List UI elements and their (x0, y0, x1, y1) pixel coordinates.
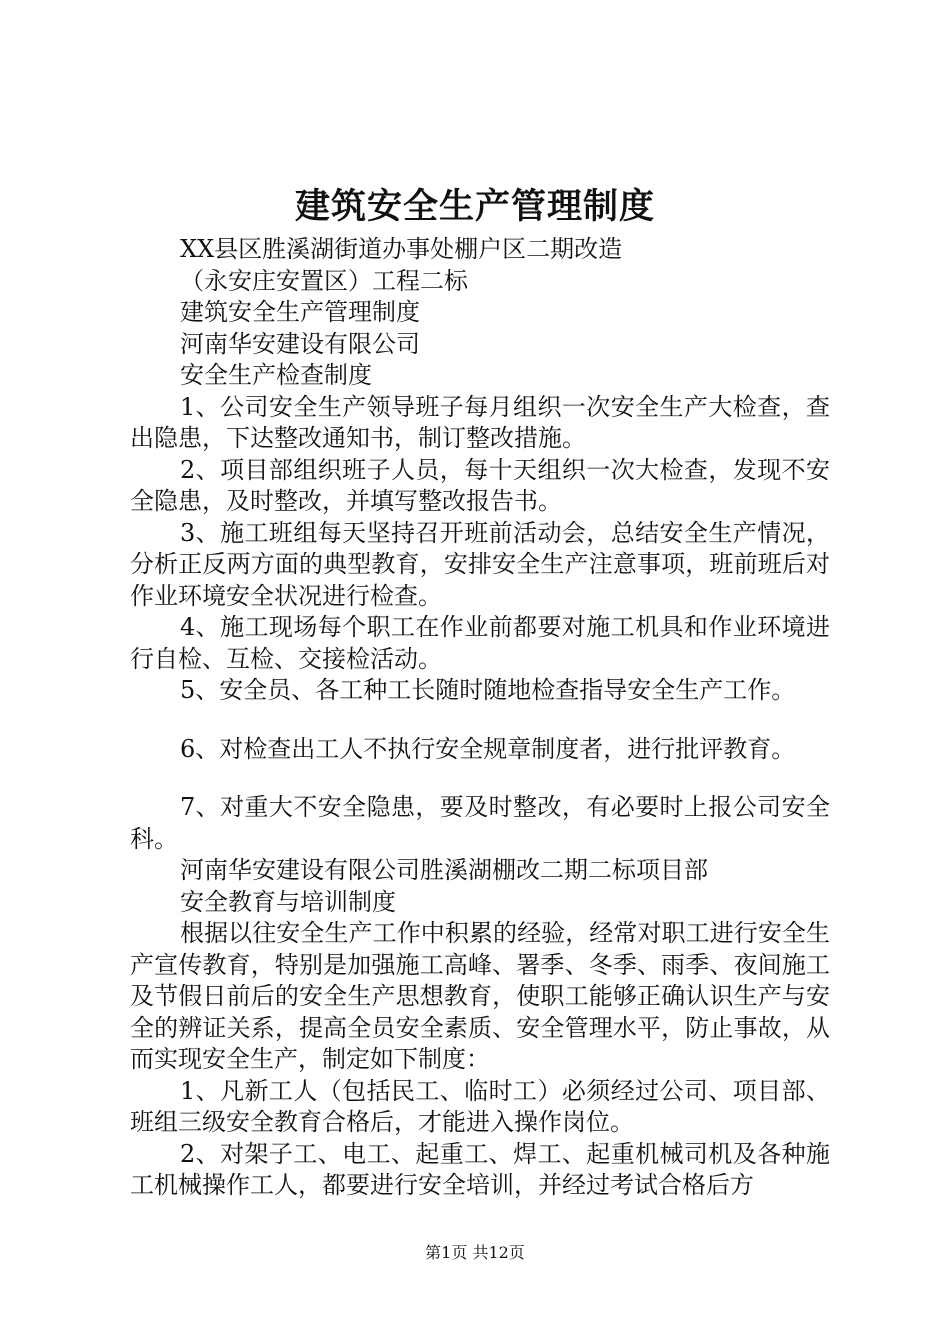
project-section-line: （永安庄安置区）工程二标 (180, 266, 468, 295)
paragraph-item-6: 6、对检查出工人不执行安全规章制度者，进行批评教育。 (180, 734, 796, 763)
company-name-line: 河南华安建设有限公司 (180, 329, 420, 358)
project-name-line: XX县区胜溪湖街道办事处棚户区二期改造 (180, 235, 623, 263)
section-heading-inspection: 安全生产检查制度 (180, 361, 372, 389)
paragraph-item-2: 2、项目部组织班子人员，每十天组织一次大检查，发现不安全隐患，及时整改，并填写整改报告书。 (130, 455, 830, 515)
page-number-footer: 第1页 共12页 (425, 1243, 525, 1262)
paragraph-item-7: 7、对重大不安全隐患，要及时整改，有必要时上报公司安全科。 (130, 793, 830, 853)
subtitle-line: 建筑安全生产管理制度 (180, 298, 420, 326)
paragraph-item-5: 5、安全员、各工种工长随时随地检查指导安全生产工作。 (180, 676, 796, 704)
training-item-1: 1、凡新工人（包括民工、临时工）必须经过公司、项目部、班组三级安全教育合格后，才能进入操作岗位。 (130, 1076, 830, 1136)
paragraph-item-3: 3、施工班组每天坚持召开班前活动会，总结安全生产情况，分析正反两方面的典型教育，安排安全生产注意事项，班前班后对作业环境安全状况进行检查。 (130, 518, 830, 610)
paragraph-item-4: 4、施工现场每个职工在作业前都要对施工机具和作业环境进行自检、互检、交接检活动。 (130, 613, 830, 673)
section-heading-training: 安全教育与培训制度 (180, 887, 396, 916)
training-item-2: 2、对架子工、电工、起重工、焊工、起重机械司机及各种施工机械操作工人，都要进行安全培训，并经过考试合格后方 (130, 1139, 830, 1199)
project-department-line: 河南华安建设有限公司胜溪湖棚改二期二标项目部 (180, 856, 708, 884)
paragraph-item-1: 1、公司安全生产领导班子每月组织一次安全生产大检查，查出隐患，下达整改通知书，制订整改措施。 (130, 392, 830, 452)
document-title: 建筑安全生产管理制度 (294, 186, 655, 227)
training-intro-paragraph: 根据以往安全生产工作中积累的经验，经常对职工进行安全生产宣传教育，特别是加强施工高峰、署季、冬季、雨季、夜间施工及节假日前后的安全生产思想教育，使职工能够正确认识生产与安全的辨证关系，提高全员安全素质、安全管理水平，防止事故，从而实现安全生产，制定如下制度： (130, 919, 830, 1073)
document-body (130, 234, 830, 1202)
